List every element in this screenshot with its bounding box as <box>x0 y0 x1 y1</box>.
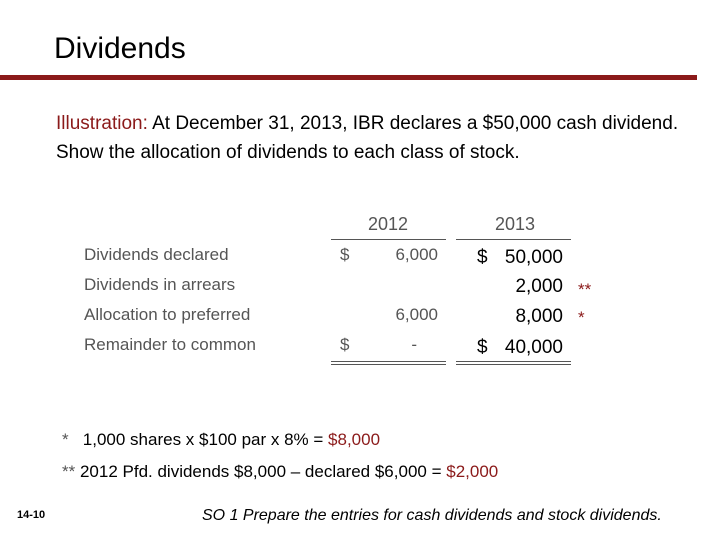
footnote-arrears-text: 2012 Pfd. dividends $8,000 – declared $6,000 = <box>79 462 447 481</box>
footnote-single-star: * <box>62 430 69 449</box>
preferred-footnote-marker: * <box>578 308 585 327</box>
column-header-2013: 2013 <box>494 214 536 234</box>
footnote-preferred-calc <box>62 430 380 450</box>
footnote-arrears-calc <box>62 462 498 482</box>
cell-2013-preferred: 8,000 <box>515 306 563 327</box>
total-double-underline-2012 <box>331 361 446 365</box>
slide-title: Dividends <box>54 32 186 65</box>
footnote-double-star: ** <box>62 462 76 481</box>
footnote-preferred-result: $8,000 <box>328 430 381 449</box>
cell-2013-common-dollar: $ <box>477 337 488 358</box>
footnote-preferred-text: 1,000 shares x $100 par x 8% = <box>82 430 329 449</box>
illustration-paragraph <box>56 109 696 167</box>
cell-2012-declared-dollar: $ <box>340 245 350 264</box>
cell-2013-declared-dollar: $ <box>477 247 488 268</box>
study-objective-footer: SO 1 Prepare the entries for cash dividends and stock dividends. <box>202 507 662 524</box>
row-label-allocation-to-preferred: Allocation to preferred <box>84 305 251 324</box>
title-divider <box>0 75 697 80</box>
column-header-2012: 2012 <box>367 214 409 234</box>
footnote-arrears-result: $2,000 <box>446 462 499 481</box>
header-underline-2013 <box>456 239 571 240</box>
illustration-text: At December 31, 2013, IBR declares a $50,000 cash dividend. Show the allocation of dividends to each class of stock. <box>56 113 679 163</box>
slide-number: 14-10 <box>17 509 46 521</box>
cell-2013-common: 40,000 <box>504 337 563 358</box>
illustration-label: Illustration: <box>56 113 148 134</box>
row-label-dividends-declared: Dividends declared <box>84 245 229 264</box>
header-underline-2012 <box>331 239 446 240</box>
row-label-remainder-to-common: Remainder to common <box>84 335 256 354</box>
cell-2012-preferred: 6,000 <box>395 305 438 324</box>
cell-2013-declared: 50,000 <box>504 247 563 268</box>
cell-2012-common-dollar: $ <box>340 335 350 354</box>
total-double-underline-2013 <box>456 361 571 365</box>
cell-2012-common: - <box>411 335 417 354</box>
row-label-dividends-in-arrears: Dividends in arrears <box>84 275 236 294</box>
cell-2012-declared: 6,000 <box>395 245 438 264</box>
arrears-footnote-marker: ** <box>578 280 592 299</box>
cell-2013-arrears: 2,000 <box>515 276 563 297</box>
